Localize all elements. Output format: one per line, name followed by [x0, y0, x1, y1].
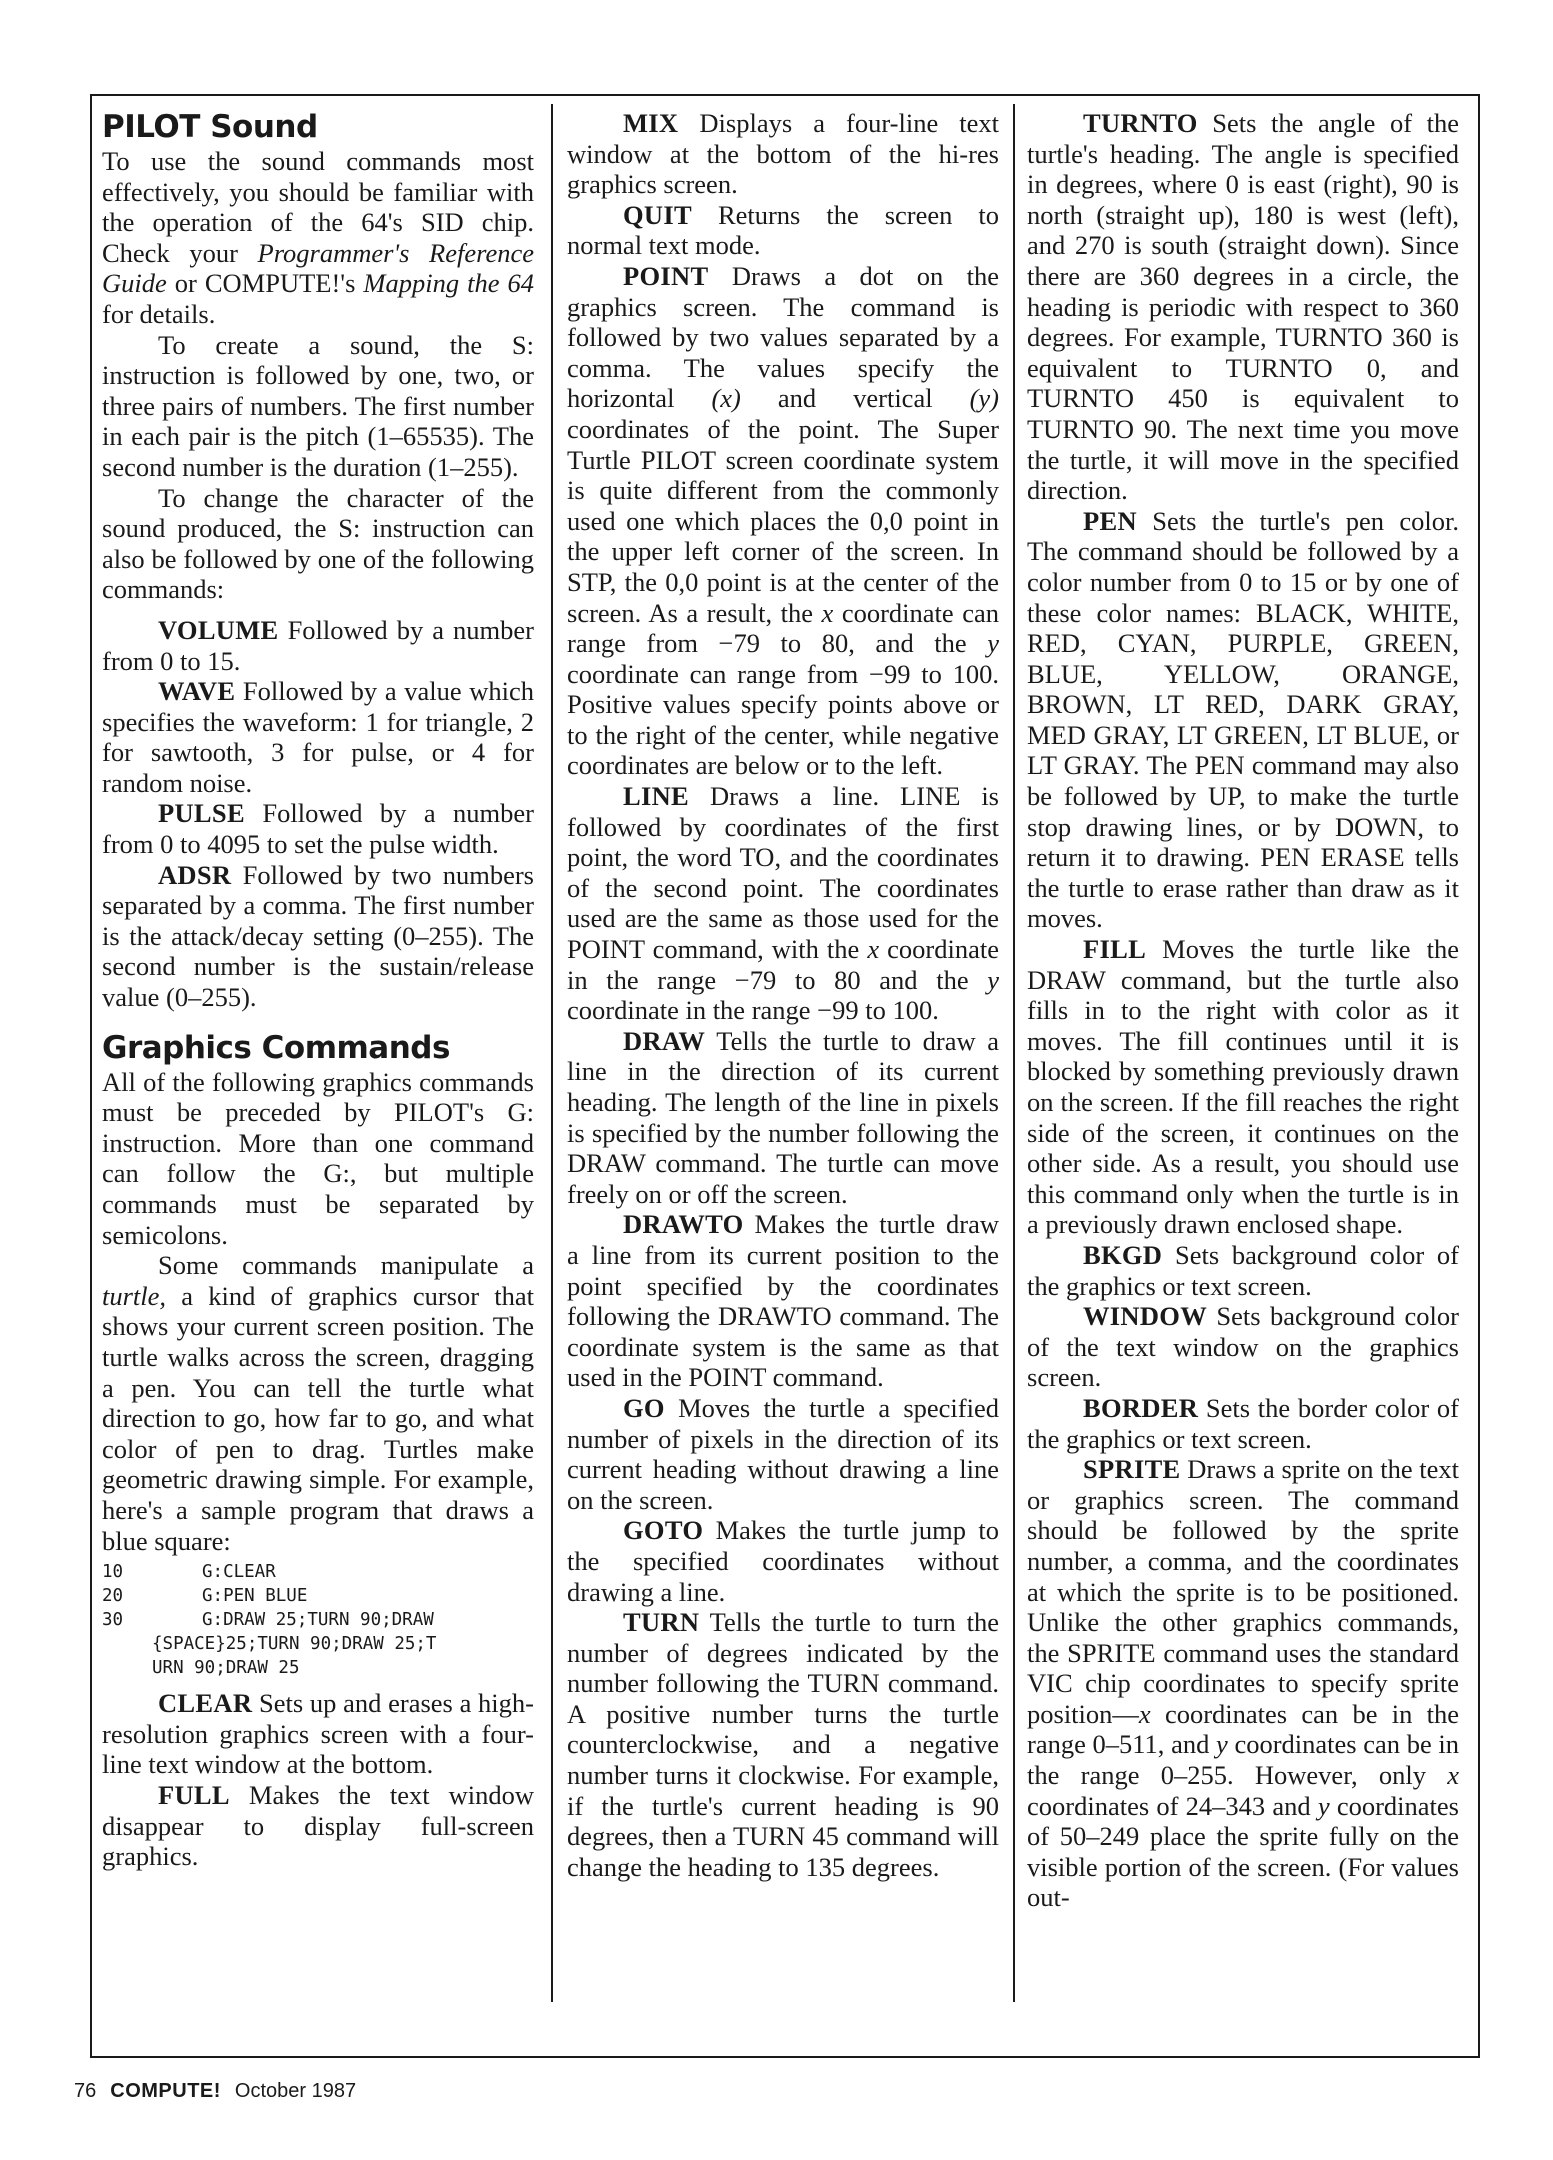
command-pen [1027, 506, 1459, 934]
text: Tells the turtle to draw a line in the direction of its current heading. The length of the line in pixels is specified by the number following the DRAW command. The turtle can move freely on or off the screen. [567, 1025, 999, 1209]
command-point [567, 261, 999, 781]
command-keyword: GOTO [623, 1515, 704, 1546]
heading-pilot-sound: PILOT Sound [102, 109, 318, 145]
command-goto [567, 1515, 999, 1607]
command-keyword: GO [623, 1392, 665, 1423]
command-go [567, 1393, 999, 1515]
magazine-name: COMPUTE! [110, 2080, 221, 2102]
command-fill [1027, 934, 1459, 1240]
command-keyword: PEN [1083, 505, 1137, 536]
command-turnto [1027, 108, 1459, 506]
text: Sets the angle of the turtle's heading. The angle is specified in degrees, where 0 is east (right), 90 is north (straight up), 180 is west (left), and 270 is south (straight down). Since there are 360 degrees in a circle, the heading is periodic with respect to 360 degrees. For example, TURNTO 360 is equivalent to TURNTO 0, and TURNTO 450 is equivalent to TURNTO 90. The next time you move the turtle, it will move in the specified direction. [1027, 108, 1459, 506]
text: Draws a line. LINE is followed by coordinates of the first point, the word TO, and the coordinates of the second point. The coordinates used are the same as those used for the POINT command, with the [567, 781, 999, 965]
command-adsr [102, 860, 534, 1013]
command-keyword: SPRITE [1083, 1454, 1181, 1485]
text: Makes the text window disappear to display full-screen graphics. [102, 1779, 534, 1872]
command-keyword: DRAWTO [623, 1209, 744, 1240]
text: Followed by a number from 0 to 4095 to set the pulse width. [102, 798, 534, 860]
variable: x [1447, 1760, 1459, 1791]
text: and vertical [740, 383, 970, 414]
command-mix [567, 108, 999, 200]
command-keyword: WAVE [158, 676, 236, 707]
paragraph: To create a sound, the S: instruction is followed by one, two, or three pairs of numbers. The first number in each pair is the pitch (1–65535). The second number is the duration (1–255). [102, 329, 534, 482]
command-keyword: TURNTO [1083, 108, 1198, 138]
text: Makes the turtle draw a line from its current position to the point specified by the coordinates following the DRAWTO command. The coordinate system is the same as that used in the POINT command. [567, 1209, 999, 1393]
code-text: G:DRAW 25;TURN 90;DRAW [202, 1610, 434, 1631]
command-draw [567, 1026, 999, 1210]
code-line [102, 1560, 534, 1584]
command-keyword: LINE [623, 781, 690, 812]
text: Makes the turtle jump to the specified coordinates without drawing a line. [567, 1515, 999, 1607]
command-keyword: PULSE [158, 798, 245, 829]
command-line [567, 781, 999, 1026]
variable: x [1138, 1698, 1151, 1729]
variable: y [987, 628, 999, 659]
text: Sets the turtle's pen color. The command should be followed by a color number from 0 to 15 or by one of these color names: BLACK, WHITE, RED, CYAN, PURPLE, GREEN, BLUE, YELLOW, ORANGE, BROWN, LT RED, DARK GRAY, MED GRAY, LT GREEN, LT BLUE, or LT GRAY. The PEN command may also be followed by UP, to make the turtle stop drawing lines, or by DOWN, to return it to drawing. PEN ERASE tells the turtle to erase rather than draw as it moves. [1027, 505, 1459, 934]
code-text: G:PEN BLUE [202, 1586, 308, 1607]
text: Followed by a value which specifies the waveform: 1 for triangle, 2 for sawtooth, 3 for pulse, or 4 for random noise. [102, 676, 534, 798]
variable: x [821, 597, 834, 628]
text: coordinate in the range −79 to 80 and the [567, 934, 999, 995]
text: Returns the screen to normal text mode. [567, 199, 999, 261]
book-title: Mapping the 64 [363, 268, 534, 299]
command-volume [102, 615, 534, 676]
text: or COMPUTE!'s [166, 268, 364, 299]
text: Moves the turtle a specified number of pixels in the direction of its current heading without drawing a line on the screen. [567, 1392, 999, 1515]
command-drawto [567, 1209, 999, 1393]
variable: (x) [711, 383, 741, 414]
text: coordinates can be in the range 0–511, and [1027, 1698, 1459, 1760]
text: Sets up and erases a high-resolution graphics screen with a four-line text window at the bottom. [102, 1688, 534, 1780]
column-2 [567, 108, 999, 1882]
line-number: 30 [102, 1610, 124, 1631]
command-keyword: ADSR [158, 859, 232, 890]
term: turtle, [102, 1280, 167, 1311]
command-wave [102, 676, 534, 798]
text: Moves the turtle like the DRAW command, but the turtle also fills in to the right with color as it moves. The fill continues until it is blocked by something previously drawn on the screen. If the fill reaches the right side of the screen, it continues on the other side. As a result, you should use this command only when the turtle is in a previously drawn enclosed shape. [1027, 934, 1459, 1240]
column-1 [102, 108, 534, 1872]
command-sprite [1027, 1454, 1459, 1913]
command-window [1027, 1301, 1459, 1393]
column-divider [1013, 104, 1015, 2002]
text: Draws a dot on the graphics screen. The command is followed by two values separated by a comma. The values specify the horizontal [567, 260, 999, 414]
variable: y [987, 964, 999, 995]
code-line [102, 1584, 534, 1608]
command-keyword: POINT [623, 260, 709, 291]
code-continuation: URN 90;DRAW 25 [152, 1658, 300, 1679]
page-number: 76 [74, 2080, 97, 2102]
text: for details. [102, 298, 216, 329]
command-keyword: VOLUME [158, 614, 279, 645]
command-keyword: FULL [158, 1779, 230, 1810]
text: Followed by two numbers separated by a comma. The first number is the attack/decay setting (0–255). The second number is the sustain/release value (0–255). [102, 859, 534, 1013]
variable: x [867, 934, 880, 965]
text: coordinates of the point. The Super Turtle PILOT screen coordinate system is quite different from the commonly used one which places the 0,0 point in the upper left corner of the screen. In STP, the 0,0 point is at the center of the screen. As a result, the [567, 413, 999, 628]
command-keyword: CLEAR [158, 1688, 253, 1719]
command-quit [567, 200, 999, 261]
issue-date: October 1987 [234, 2080, 357, 2102]
text: coordinates of 24–343 and [1027, 1790, 1318, 1821]
command-pulse [102, 798, 534, 859]
column-3 [1027, 108, 1459, 1913]
command-keyword: MIX [623, 108, 679, 138]
text: Draws a sprite on the text or graphics screen. The command should be followed by the sprite number, a comma, and the coordinates at which the sprite is to be positioned. Unlike the other graphics commands, the SPRITE command uses the standard VIC chip coordinates to specify sprite position— [1027, 1454, 1459, 1729]
code-text: G:CLEAR [202, 1562, 276, 1583]
command-full [102, 1780, 534, 1872]
code-listing [102, 1560, 534, 1680]
text: coordinate in the range −99 to 100. [567, 995, 939, 1026]
variable: (y) [969, 383, 999, 414]
command-border [1027, 1393, 1459, 1454]
command-keyword: BORDER [1083, 1392, 1199, 1423]
text: coordinate can range from −79 to 80, and the [567, 597, 999, 659]
code-line [102, 1608, 534, 1632]
text: a kind of graphics cursor that shows your current screen position. The turtle walks across the screen, dragging a pen. You can tell the turtle what direction to go, how far to go, and what color of pen to drag. Turtles make geometric drawing simple. For example, here's a sample program that draws a blue square: [102, 1280, 534, 1556]
paragraph [102, 146, 534, 330]
code-continuation: {SPACE}25;TURN 90;DRAW 25;T [152, 1634, 437, 1655]
text: coordinates of 50–249 place the sprite fully on the visible portion of the screen. (For values out- [1027, 1790, 1459, 1913]
text: To use the sound commands most effectively, you should be familiar with the operation of the 64's SID chip. Check your [102, 146, 534, 268]
variable: y [1317, 1790, 1330, 1821]
column-divider [551, 104, 553, 2002]
paragraph [102, 1250, 534, 1556]
text: coordinate can range from −99 to 100. Positive values specify points above or to the right of the center, while negative coordinates are below or to the left. [567, 658, 999, 781]
book-title: Programmer's Reference Guide [102, 237, 534, 299]
command-keyword: DRAW [623, 1025, 706, 1056]
text: Some commands manipulate a [158, 1250, 534, 1281]
command-clear [102, 1688, 534, 1780]
command-keyword: BKGD [1083, 1239, 1163, 1270]
text: Sets background color of the text window on the graphics screen. [1027, 1301, 1459, 1393]
paragraph: All of the following graphics commands must be preceded by PILOT's G: instruction. More than one command can follow the G:, but multiple commands must be separated by semicolons. [102, 1066, 534, 1250]
text: Sets background color of the graphics or text screen. [1027, 1239, 1459, 1301]
command-keyword: QUIT [623, 199, 692, 230]
paragraph: To change the character of the sound produced, the S: instruction can also be followed by one of the following commands: [102, 482, 534, 605]
page-footer [74, 2080, 356, 2103]
command-keyword: FILL [1083, 934, 1147, 965]
command-turn [567, 1607, 999, 1882]
text: Followed by a number from 0 to 15. [102, 614, 534, 676]
text: Tells the turtle to turn the number of degrees indicated by the number following the TURN command. A positive number turns the turtle counterclockwise, and a negative number turns it clockwise. For example, if the turtle's current heading is 90 degrees, then a TURN 45 command will change the heading to 135 degrees. [567, 1607, 999, 1882]
command-keyword: TURN [623, 1607, 700, 1638]
line-number: 20 [102, 1586, 124, 1607]
text: coordinates can be in the range 0–255. However, only [1027, 1729, 1459, 1791]
text: Sets the border color of the graphics or text screen. [1027, 1392, 1459, 1454]
text: Displays a four-line text window at the bottom of the hi-res graphics screen. [567, 108, 999, 200]
command-keyword: WINDOW [1083, 1301, 1208, 1332]
line-number: 10 [102, 1562, 124, 1583]
heading-graphics-commands: Graphics Commands [102, 1029, 450, 1066]
variable: y [1216, 1729, 1228, 1760]
command-bkgd [1027, 1240, 1459, 1301]
